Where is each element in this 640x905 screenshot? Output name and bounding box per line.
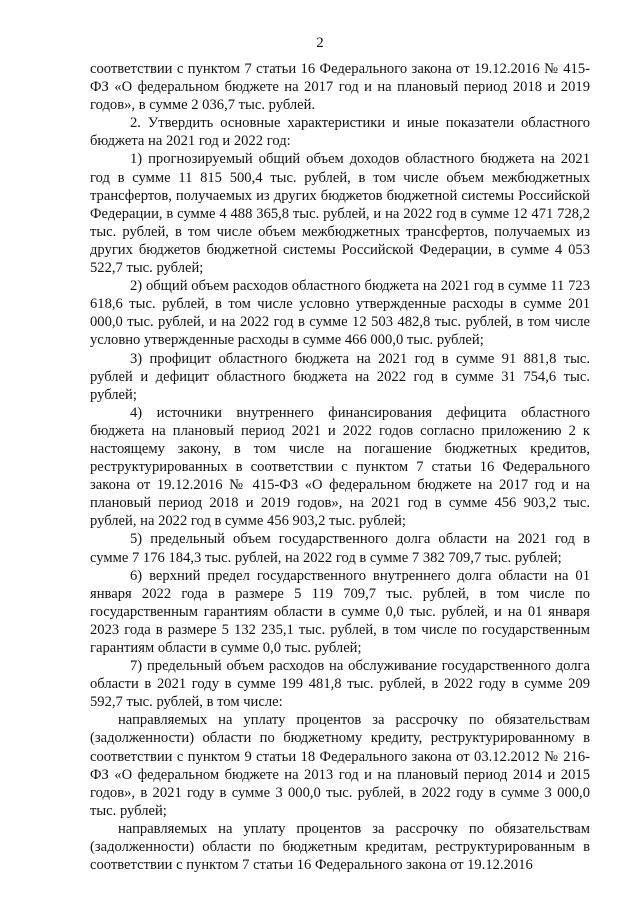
paragraph-subitem-1: 1) прогнозируемый общий объем доходов областного бюджета на 2021 год в сумме 11 815 500,4 тыс. рублей, в том числе объем межбюджетных трансфертов, получаемых из других бюджетов бюджетной системы Российской Федерации, в сумме 4 488 365,8 тыс. рублей, и на 2022 год в сумме 12 471 728,2 тыс. рублей, в том числе объем межбюджетных трансфертов, получаемых из других бюджетов бюджетной системы Российской Федерации, в сумме 4 053 522,7 тыс. рублей; [90, 151, 590, 277]
paragraph-item-2: 2. Утвердить основные характеристики и иные показатели областного бюджета на 2021 год и 2022 год: [90, 115, 590, 150]
paragraph-subitem-7-clause-2: направляемых на уплату процентов за рассрочку по обязательствам (задолженности) области по бюджетным кредитам, реструктурированным в соответствии с пунктом 7 статьи 16 Федерального закона от 19.12.2016 [90, 820, 590, 874]
paragraph-subitem-2: 2) общий объем расходов областного бюджета на 2021 год в сумме 11 723 618,6 тыс. рублей, в том числе условно утвержденные расходы в сумме 201 000,0 тыс. рублей, и на 2022 год в сумме 12 503 482,8 тыс. рублей, в том числе условно утвержденные расходы в сумме 466 000,0 тыс. рублей; [90, 278, 590, 349]
document-body [90, 60, 590, 874]
paragraph-subitem-6: 6) верхний предел государственного внутреннего долга области на 01 января 2022 года в размере 5 119 709,7 тыс. рублей, в том числе по государственным гарантиям области в сумме 0,0 тыс. рублей, и на 01 января 2023 года в размере 5 132 235,1 тыс. рублей, в том числе по государственным гарантиям области в сумме 0,0 тыс. рублей; [90, 567, 590, 656]
paragraph-subitem-5: 5) предельный объем государственного долга области на 2021 год в сумме 7 176 184,3 тыс. рублей, на 2022 год в сумме 7 382 709,7 тыс. рублей; [90, 531, 590, 566]
paragraph-continuation: соответствии с пунктом 7 статьи 16 Федерального закона от 19.12.2016 № 415-ФЗ «О федеральном бюджете на 2017 год и на плановый период 2018 и 2019 годов», в сумме 2 036,7 тыс. рублей. [90, 61, 590, 114]
paragraph-subitem-3: 3) профицит областного бюджета на 2021 год в сумме 91 881,8 тыс. рублей и дефицит областного бюджета на 2022 год в сумме 31 754,6 тыс. рублей; [90, 350, 590, 403]
paragraph-subitem-4: 4) источники внутреннего финансирования дефицита областного бюджета на плановый период 2021 и 2022 годов согласно приложению 2 к настоящему закону, в том числе на погашение бюджетных кредитов, реструктурированных в соответствии с пунктом 7 статьи 16 Федерального закона от 19.12.2016 № 415-ФЗ «О федеральном бюджете на 2017 год и на плановый период 2018 и 2019 годов», на 2021 год в сумме 456 903,2 тыс. рублей, на 2022 год в сумме 456 903,2 тыс. рублей; [90, 404, 590, 530]
paragraph-subitem-7: 7) предельный объем расходов на обслуживание государственного долга области в 2021 году в сумме 199 481,8 тыс. рублей, в 2022 году в сумме 209 592,7 тыс. рублей, в том числе: [90, 658, 590, 711]
page-number: 2 [316, 35, 324, 51]
paragraph-subitem-7-clause-1: направляемых на уплату процентов за рассрочку по обязательствам (задолженности) области по бюджетному кредиту, реструктурированному в соответствии с пунктом 9 статьи 18 Федерального закона от 03.12.2012 № 216-ФЗ «О федеральном бюджете на 2013 год и на плановый период 2014 и 2015 годов», в 2021 году в сумме 3 000,0 тыс. рублей, в 2022 году в сумме 3 000,0 тыс. рублей; [90, 712, 590, 819]
